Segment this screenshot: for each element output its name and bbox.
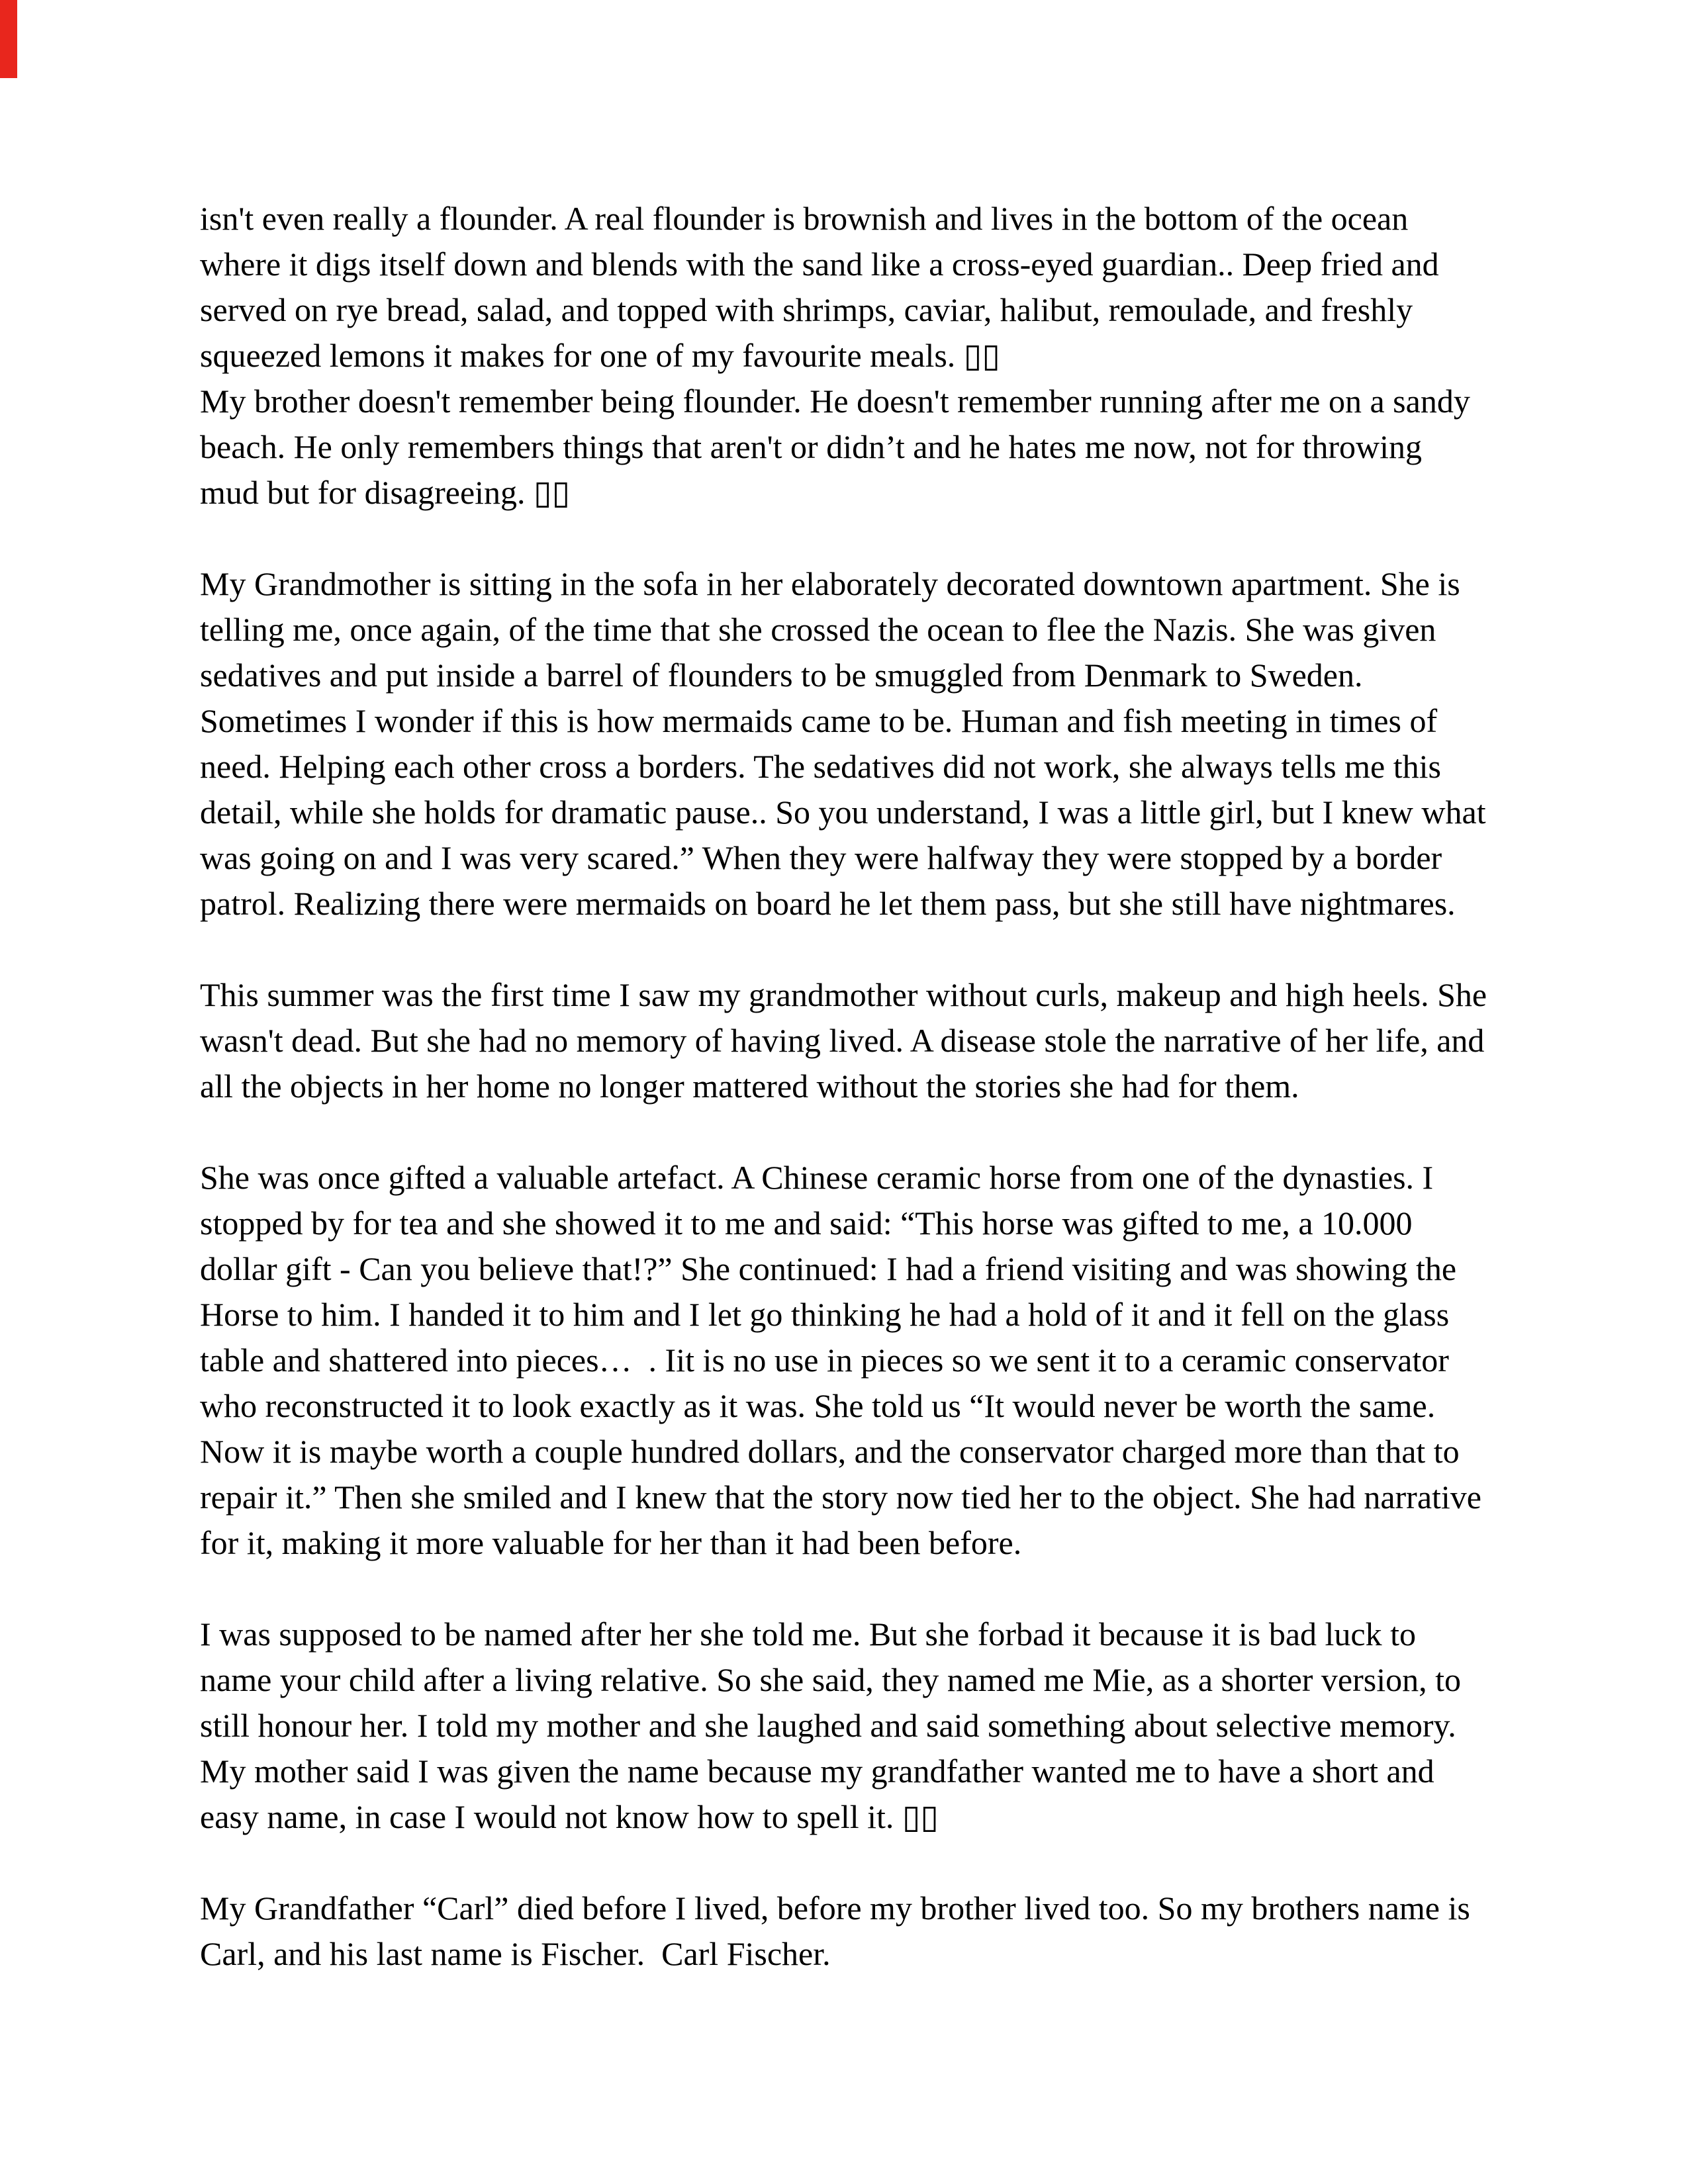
text-line: wasn't dead. But she had no memory of having lived. A disease stole the narrative of her life, and [200, 1022, 1485, 1059]
paragraph [200, 1886, 1623, 1977]
text-line: where it digs itself down and blends with the sand like a cross-eyed guardian.. Deep fried and [200, 246, 1439, 283]
text-line: who reconstructed it to look exactly as it was. She told us “It would never be worth the same. [200, 1387, 1436, 1424]
red-mark-artifact [0, 0, 17, 78]
text-line: name your child after a living relative. So she said, they named me Mie, as a shorter version, to [200, 1661, 1462, 1698]
text-line: was going on and I was very scared.” When they were halfway they were stopped by a border [200, 839, 1442, 876]
text-line: Sometimes I wonder if this is how mermaids came to be. Human and fish meeting in times of [200, 702, 1438, 739]
text-line: sedatives and put inside a barrel of flounders to be smuggled from Denmark to Sweden. [200, 657, 1363, 694]
text-line: telling me, once again, of the time that she crossed the ocean to flee the Nazis. She was given [200, 611, 1436, 648]
text-line: My Grandfather “Carl” died before I lived, before my brother lived too. So my brothers name is [200, 1889, 1470, 1927]
text-line: beach. He only remembers things that aren't or didn’t and he hates me now, not for throwing [200, 428, 1423, 465]
text-line: Carl, and his last name is Fischer. Carl Fischer. [200, 1935, 831, 1972]
text-line: need. Helping each other cross a borders. The sedatives did not work, she always tells me this [200, 748, 1441, 785]
paragraph [200, 1155, 1623, 1566]
text-line: served on rye bread, salad, and topped with shrimps, caviar, halibut, remoulade, and freshly [200, 291, 1413, 328]
text-line: easy name, in case I would not know how to spell it. ▯▯ [200, 1798, 939, 1835]
text-line: Horse to him. I handed it to him and I let go thinking he had a hold of it and it fell on the glass [200, 1296, 1450, 1333]
text-line: My Grandmother is sitting in the sofa in her elaborately decorated downtown apartment. She is [200, 565, 1460, 602]
text-line: dollar gift - Can you believe that!?” She continued: I had a friend visiting and was showing the [200, 1250, 1457, 1287]
text-line: She was once gifted a valuable artefact. A Chinese ceramic horse from one of the dynasties. I [200, 1159, 1434, 1196]
text-line: isn't even really a flounder. A real flounder is brownish and lives in the bottom of the ocean [200, 200, 1409, 237]
text-line: This summer was the first time I saw my grandmother without curls, makeup and high heels. She [200, 976, 1487, 1013]
paragraph [200, 196, 1623, 516]
text-line: all the objects in her home no longer mattered without the stories she had for them. [200, 1068, 1299, 1105]
paragraph [200, 972, 1623, 1109]
text-line: stopped by for tea and she showed it to me and said: “This horse was gifted to me, a 10.000 [200, 1205, 1413, 1242]
paragraph [200, 561, 1623, 927]
text-line: still honour her. I told my mother and she laughed and said something about selective memory. [200, 1707, 1456, 1744]
paragraph [200, 1612, 1623, 1840]
text-line: patrol. Realizing there were mermaids on board he let them pass, but she still have nightmares. [200, 885, 1456, 922]
text-line: My mother said I was given the name because my grandfather wanted me to have a short and [200, 1752, 1434, 1790]
text-line: squeezed lemons it makes for one of my favourite meals. ▯▯ [200, 337, 1000, 374]
text-line: detail, while she holds for dramatic pause.. So you understand, I was a little girl, but I knew what [200, 794, 1486, 831]
text-line: for it, making it more valuable for her than it had been before. [200, 1524, 1022, 1561]
text-line: repair it.” Then she smiled and I knew that the story now tied her to the object. She had narrative [200, 1479, 1481, 1516]
document-text-block [200, 196, 1623, 2023]
text-line: Now it is maybe worth a couple hundred dollars, and the conservator charged more than that to [200, 1433, 1460, 1470]
text-line: table and shattered into pieces… . Iit is no use in pieces so we sent it to a ceramic conservator [200, 1342, 1449, 1379]
text-line: mud but for disagreeing. ▯▯ [200, 474, 571, 511]
text-line: My brother doesn't remember being flounder. He doesn't remember running after me on a sandy [200, 383, 1470, 420]
text-line: I was supposed to be named after her she told me. But she forbad it because it is bad luck to [200, 1615, 1417, 1653]
